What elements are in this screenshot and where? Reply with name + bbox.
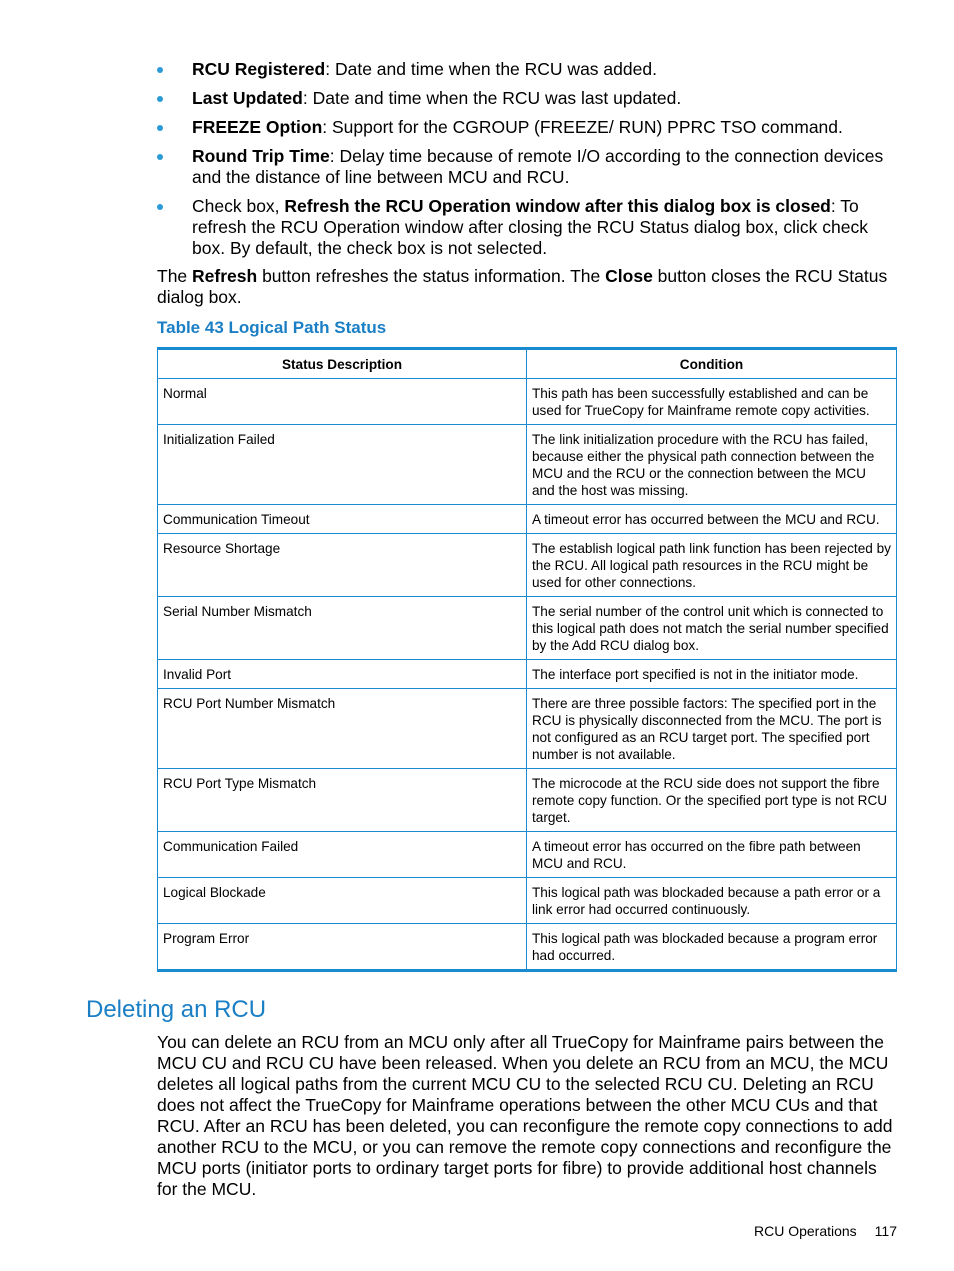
- condition-cell: There are three possible factors: The specified port in the RCU is physically disconnected from the MCU. The port is not configured as an RCU target port. The specified port number is not available.: [527, 689, 897, 769]
- bullet-text: : Date and time when the RCU was added.: [325, 59, 657, 79]
- condition-cell: The serial number of the control unit which is connected to this logical path does not match the serial number specified by the Add RCU dialog box.: [527, 597, 897, 660]
- condition-cell: This path has been successfully established and can be used for TrueCopy for Mainframe remote copy activities.: [527, 379, 897, 425]
- field-bullet-list: [157, 59, 897, 267]
- status-cell: Serial Number Mismatch: [158, 597, 527, 660]
- condition-cell: A timeout error has occurred on the fibre path between MCU and RCU.: [527, 832, 897, 878]
- condition-cell: The interface port specified is not in the initiator mode.: [527, 660, 897, 689]
- bullet-term: FREEZE Option: [192, 117, 323, 137]
- bullet-text: : Support for the CGROUP (FREEZE/ RUN) PPRC TSO command.: [322, 117, 843, 137]
- bullet-text: : To refresh the RCU Operation window after closing the RCU Status dialog box, click check box. By default, the check box is not selected.: [192, 196, 868, 258]
- status-cell: Resource Shortage: [158, 534, 527, 597]
- condition-cell: A timeout error has occurred between the MCU and RCU.: [527, 505, 897, 534]
- condition-cell: The link initialization procedure with the RCU has failed, because either the physical path connection between the MCU and the RCU or the connection between the MCU and the host was missing.: [527, 425, 897, 505]
- bullet-prefix: Check box,: [192, 196, 285, 216]
- status-cell: Communication Timeout: [158, 505, 527, 534]
- bullet-text: : Date and time when the RCU was last updated.: [302, 88, 682, 108]
- bullet-term: Refresh the RCU Operation window after this dialog box is closed: [284, 196, 831, 216]
- table-row: [158, 878, 897, 924]
- table-row: [158, 425, 897, 505]
- table-row: [158, 832, 897, 878]
- status-cell: Normal: [158, 379, 527, 425]
- bullet-item: [157, 59, 897, 80]
- status-cell: Communication Failed: [158, 832, 527, 878]
- section-heading: Deleting an RCU: [86, 996, 267, 1023]
- table-row: [158, 597, 897, 660]
- text-run: button refreshes the status information. The: [257, 266, 606, 286]
- table-row: [158, 924, 897, 971]
- status-cell: RCU Port Number Mismatch: [158, 689, 527, 769]
- footer-page-number: 117: [874, 1223, 897, 1239]
- section-body: You can delete an RCU from an MCU only after all TrueCopy for Mainframe pairs between the MCU CU and RCU CU have been released. When you delete an RCU from an MCU, the MCU deletes all logical paths from the current MCU CU to the selected RCU CU. Deleting an RCU does not affect the TrueCopy for Mainframe operations between the other MCU CUs and that RCU. After an RCU has been deleted, you can reconfigure the remote copy connections to add another RCU to the MCU, or you can remove the remote copy connections and reconfigure the MCU ports (initiator ports to ordinary target ports for fibre) to provide additional host channels for the MCU.: [157, 1032, 893, 1199]
- condition-cell: This logical path was blockaded because a path error or a link error had occurred continuously.: [527, 878, 897, 924]
- table-header-row: [158, 349, 897, 379]
- condition-cell: The establish logical path link function has been rejected by the RCU. All logical path resources in the RCU might be used for other connections.: [527, 534, 897, 597]
- footer-section-title: RCU Operations: [753, 1223, 857, 1239]
- status-cell: RCU Port Type Mismatch: [158, 769, 527, 832]
- bullet-text: : Delay time because of remote I/O according to the connection devices and the distance of line between MCU and RCU.: [192, 146, 884, 187]
- table-row: [158, 505, 897, 534]
- table-row: [158, 769, 897, 832]
- text-run: The: [157, 266, 193, 286]
- table-caption: Table 43 Logical Path Status: [157, 318, 387, 337]
- table-row: [158, 689, 897, 769]
- condition-cell: This logical path was blockaded because a program error had occurred.: [527, 924, 897, 971]
- bullet-icon: [157, 154, 163, 160]
- status-cell: Logical Blockade: [158, 878, 527, 924]
- bullet-icon: [157, 204, 163, 210]
- bullet-icon: [157, 96, 163, 102]
- page-footer: [736, 1223, 897, 1239]
- bullet-item: [157, 146, 897, 188]
- table-row: [158, 379, 897, 425]
- close-term: Close: [605, 266, 653, 286]
- table-row: [158, 660, 897, 689]
- table-row: [158, 534, 897, 597]
- column-header-status: Status Description: [158, 349, 527, 379]
- status-cell: Invalid Port: [158, 660, 527, 689]
- bullet-item: [157, 88, 897, 109]
- status-cell: Program Error: [158, 924, 527, 971]
- text-run: button closes the RCU Status dialog box.: [157, 266, 888, 307]
- logical-path-status-table: [157, 347, 897, 972]
- bullet-item: [157, 117, 897, 138]
- bullet-term: Round Trip Time: [192, 146, 330, 166]
- bullet-icon: [157, 67, 163, 73]
- condition-cell: The microcode at the RCU side does not support the fibre remote copy function. Or the specified port type is not RCU target.: [527, 769, 897, 832]
- status-cell: Initialization Failed: [158, 425, 527, 505]
- bullet-term: RCU Registered: [192, 59, 326, 79]
- refresh-term: Refresh: [192, 266, 258, 286]
- bullet-item: [157, 196, 897, 259]
- buttons-description: [157, 266, 897, 308]
- bullet-icon: [157, 125, 163, 131]
- column-header-condition: Condition: [527, 349, 897, 379]
- bullet-term: Last Updated: [192, 88, 303, 108]
